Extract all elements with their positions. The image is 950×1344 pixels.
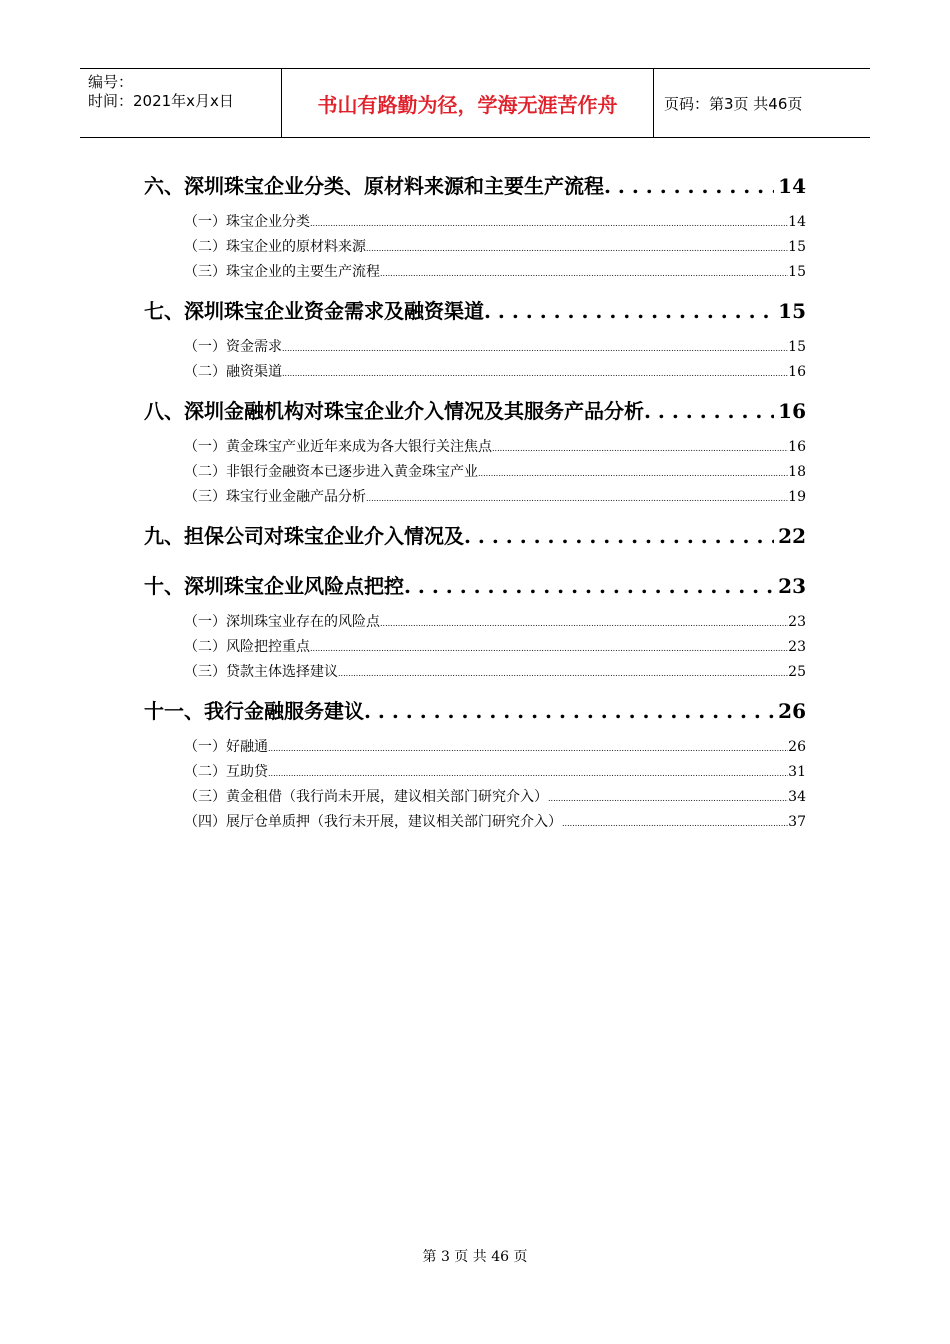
toc-chapter-entry[interactable] — [144, 520, 806, 548]
toc-section-entry[interactable] — [144, 236, 806, 256]
toc-section-entry[interactable] — [144, 786, 806, 806]
toc-chapter-entry[interactable] — [144, 570, 806, 598]
toc-chapter-entry[interactable] — [144, 695, 806, 723]
toc-entry-page: 25 — [788, 664, 806, 680]
toc-dot-leader — [484, 299, 774, 323]
toc-entry-title: （二）互助贷 — [184, 764, 268, 780]
toc-entry-page: 15 — [788, 339, 806, 355]
toc-section-entry[interactable] — [144, 336, 806, 356]
toc-dot-leader — [562, 819, 788, 828]
toc-entry-page: 23 — [778, 574, 806, 598]
toc-chapter-entry[interactable] — [144, 395, 806, 423]
toc-dot-leader — [366, 244, 788, 253]
header-page-info: 页码：第3页 共46页 — [664, 94, 803, 113]
toc-entry-page: 14 — [788, 214, 806, 230]
toc-entry-page: 15 — [788, 264, 806, 280]
toc-entry-title: （二）珠宝企业的原材料来源 — [184, 239, 366, 255]
toc-entry-page: 15 — [778, 299, 806, 323]
toc-section-entry[interactable] — [144, 436, 806, 456]
toc-dot-leader — [268, 769, 788, 778]
toc-entry-title: （一）珠宝企业分类 — [184, 214, 310, 230]
toc-entry-page: 15 — [788, 239, 806, 255]
toc-entry-page: 37 — [788, 814, 806, 830]
toc-dot-leader — [310, 644, 788, 653]
toc-entry-title: （二）风险把控重点 — [184, 639, 310, 655]
toc-entry-page: 26 — [778, 699, 806, 723]
header-number-label: 编号： — [88, 73, 134, 91]
toc-chapter-entry[interactable] — [144, 170, 806, 198]
toc-dot-leader — [604, 174, 774, 198]
toc-dot-leader — [310, 219, 788, 228]
toc-entry-title: 七、深圳珠宝企业资金需求及融资渠道 — [144, 299, 484, 323]
toc-entry-page: 23 — [788, 639, 806, 655]
toc-entry-title: （二）融资渠道 — [184, 364, 282, 380]
toc-entry-title: （三）珠宝行业金融产品分析 — [184, 489, 366, 505]
toc-entry-page: 31 — [788, 764, 806, 780]
toc-entry-page: 34 — [788, 789, 806, 805]
toc-dot-leader — [404, 574, 774, 598]
toc-section-entry[interactable] — [144, 811, 806, 831]
toc-entry-page: 23 — [788, 614, 806, 630]
toc-dot-leader — [380, 269, 788, 278]
toc-section-entry[interactable] — [144, 611, 806, 631]
toc-entry-title: （一）黄金珠宝产业近年来成为各大银行关注焦点 — [184, 439, 492, 455]
toc-entry-title: 九、担保公司对珠宝企业介入情况及 — [144, 524, 464, 548]
toc-dot-leader — [364, 699, 774, 723]
toc-entry-page: 22 — [778, 524, 806, 548]
toc-entry-title: （四）展厅仓单质押（我行未开展，建议相关部门研究介入） — [184, 814, 562, 830]
toc-dot-leader — [268, 744, 788, 753]
toc-entry-page: 16 — [788, 439, 806, 455]
toc-entry-page: 26 — [788, 739, 806, 755]
toc-entry-title: （三）黄金租借（我行尚未开展，建议相关部门研究介入） — [184, 789, 548, 805]
toc-section-entry[interactable] — [144, 661, 806, 681]
header-motto: 书山有路勤为径，学海无涯苦作舟 — [282, 69, 654, 137]
toc-dot-leader — [548, 794, 788, 803]
toc-dot-leader — [464, 524, 774, 548]
toc-section-entry[interactable] — [144, 461, 806, 481]
toc-dot-leader — [282, 369, 788, 378]
toc-entry-title: 十一、我行金融服务建议 — [144, 699, 364, 723]
page-footer: 第 3 页 共 46 页 — [422, 1249, 528, 1265]
toc-entry-page: 19 — [788, 489, 806, 505]
toc-section-entry[interactable] — [144, 211, 806, 231]
toc-entry-title: （一）资金需求 — [184, 339, 282, 355]
toc-entry-title: 八、深圳金融机构对珠宝企业介入情况及其服务产品分析 — [144, 399, 644, 423]
toc-section-entry[interactable] — [144, 761, 806, 781]
toc-section-entry[interactable] — [144, 486, 806, 506]
toc-section-entry[interactable] — [144, 361, 806, 381]
toc-dot-leader — [338, 669, 788, 678]
toc-dot-leader — [380, 619, 788, 628]
toc-dot-leader — [282, 344, 788, 353]
header-time-label: 时间：2021年x月x日 — [88, 92, 234, 110]
toc-entry-title: （二）非银行金融资本已逐步进入黄金珠宝产业 — [184, 464, 478, 480]
toc-entry-page: 14 — [778, 174, 806, 198]
toc-dot-leader — [366, 494, 788, 503]
toc-section-entry[interactable] — [144, 736, 806, 756]
toc-entry-title: （一）深圳珠宝业存在的风险点 — [184, 614, 380, 630]
toc-entry-title: （三）贷款主体选择建议 — [184, 664, 338, 680]
toc-entry-title: （三）珠宝企业的主要生产流程 — [184, 264, 380, 280]
toc-entry-title: （一）好融通 — [184, 739, 268, 755]
toc-entry-page: 16 — [788, 364, 806, 380]
header-meta — [80, 69, 282, 137]
toc-section-entry[interactable] — [144, 261, 806, 281]
toc-section-entry[interactable] — [144, 636, 806, 656]
toc-dot-leader — [478, 469, 788, 478]
toc-dot-leader — [492, 444, 788, 453]
toc-entry-title: 六、深圳珠宝企业分类、原材料来源和主要生产流程 — [144, 174, 604, 198]
document-header — [80, 68, 870, 138]
toc-entry-page: 18 — [788, 464, 806, 480]
toc-entry-page: 16 — [778, 399, 806, 423]
toc-dot-leader — [644, 399, 774, 423]
toc-chapter-entry[interactable] — [144, 295, 806, 323]
toc-entry-title: 十、深圳珠宝企业风险点把控 — [144, 574, 404, 598]
